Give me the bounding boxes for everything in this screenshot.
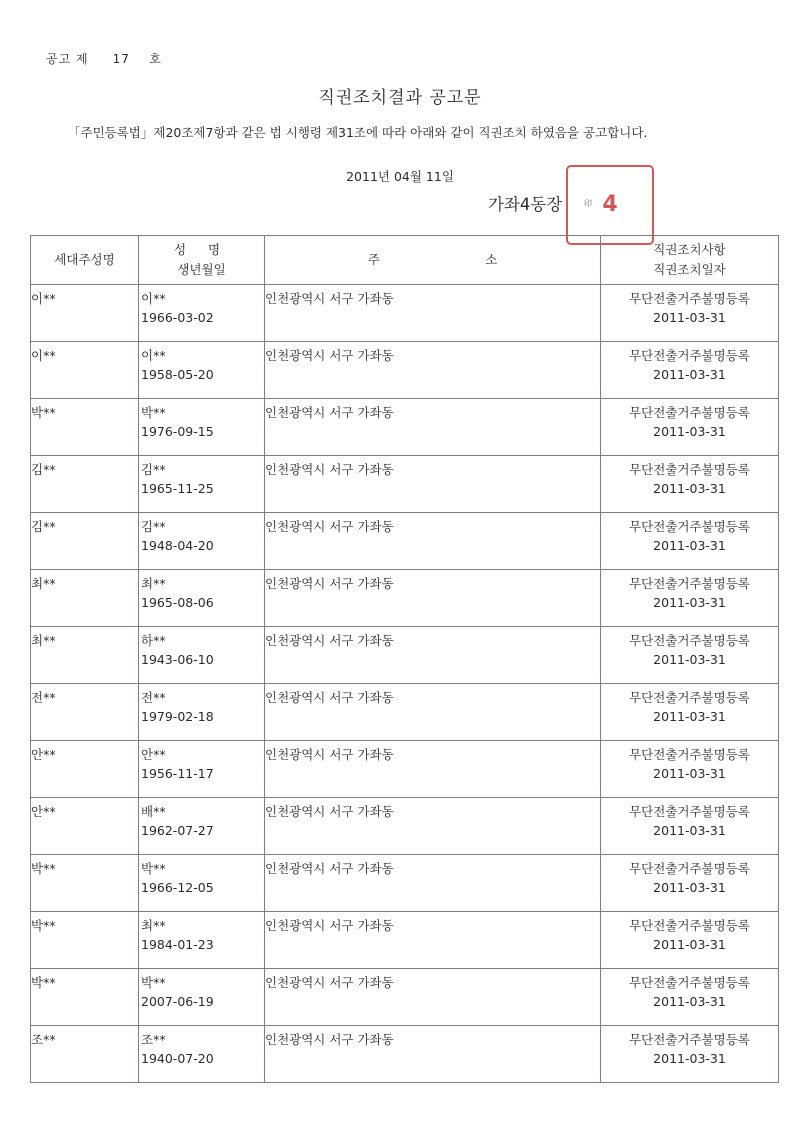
- cell-name-birth: [139, 1026, 265, 1083]
- cell-name: 최**: [141, 576, 166, 591]
- cell-household-head: 이**: [31, 285, 139, 342]
- page-title: 직권조치결과 공고문: [318, 88, 482, 108]
- cell-action: [601, 399, 779, 456]
- cell-action: [601, 798, 779, 855]
- cell-address: 인천광역시 서구 가좌동: [265, 627, 601, 684]
- cell-birth-date: 1948-04-20: [141, 538, 214, 553]
- cell-birth-date: 1965-08-06: [141, 595, 214, 610]
- cell-action-label: 무단전출거주불명등록: [629, 861, 750, 876]
- header-action: [601, 236, 779, 285]
- cell-birth-date: 1979-02-18: [141, 709, 214, 724]
- cell-action-label: 무단전출거주불명등록: [629, 576, 750, 591]
- cell-action-date: 2011-03-31: [653, 652, 726, 667]
- cell-action-date: 2011-03-31: [653, 424, 726, 439]
- table-row: [31, 513, 779, 570]
- table-row: [31, 627, 779, 684]
- cell-name: 김**: [141, 462, 166, 477]
- cell-action-date: 2011-03-31: [653, 994, 726, 1009]
- cell-household-head: 김**: [31, 513, 139, 570]
- header-address: [265, 236, 601, 285]
- cell-address: 인천광역시 서구 가좌동: [265, 912, 601, 969]
- cell-action: [601, 912, 779, 969]
- cell-name-birth: [139, 741, 265, 798]
- issuer-mark: 印: [584, 199, 592, 208]
- cell-name-birth: [139, 798, 265, 855]
- cell-name: 전**: [141, 690, 166, 705]
- cell-name: 최**: [141, 918, 166, 933]
- cell-name-birth: [139, 285, 265, 342]
- cell-name: 이**: [141, 291, 166, 306]
- cell-birth-date: 1966-03-02: [141, 310, 214, 325]
- cell-action-label: 무단전출거주불명등록: [629, 348, 750, 363]
- cell-address: 인천광역시 서구 가좌동: [265, 285, 601, 342]
- cell-household-head: 박**: [31, 912, 139, 969]
- table-row: [31, 855, 779, 912]
- cell-household-head: 안**: [31, 741, 139, 798]
- cell-birth-date: 1984-01-23: [141, 937, 214, 952]
- roster-table: [30, 235, 779, 1083]
- cell-action-label: 무단전출거주불명등록: [629, 690, 750, 705]
- cell-address: 인천광역시 서구 가좌동: [265, 342, 601, 399]
- header-address-2: 소: [485, 252, 498, 267]
- cell-address: 인천광역시 서구 가좌동: [265, 741, 601, 798]
- cell-birth-date: 2007-06-19: [141, 994, 214, 1009]
- cell-birth-date: 1976-09-15: [141, 424, 214, 439]
- cell-name: 이**: [141, 348, 166, 363]
- cell-household-head: 조**: [31, 1026, 139, 1083]
- cell-household-head: 박**: [31, 969, 139, 1026]
- cell-action-label: 무단전출거주불명등록: [629, 1032, 750, 1047]
- cell-household-head: 이**: [31, 342, 139, 399]
- cell-action-date: 2011-03-31: [653, 481, 726, 496]
- cell-action-label: 무단전출거주불명등록: [629, 633, 750, 648]
- cell-address: 인천광역시 서구 가좌동: [265, 969, 601, 1026]
- cell-address: 인천광역시 서구 가좌동: [265, 513, 601, 570]
- cell-action-label: 무단전출거주불명등록: [629, 519, 750, 534]
- cell-action-date: 2011-03-31: [653, 766, 726, 781]
- header-address-1: 주: [367, 252, 380, 267]
- cell-action-label: 무단전출거주불명등록: [629, 291, 750, 306]
- cell-action-date: 2011-03-31: [653, 823, 726, 838]
- cell-birth-date: 1943-06-10: [141, 652, 214, 667]
- cell-household-head: 최**: [31, 627, 139, 684]
- cell-name-birth: [139, 684, 265, 741]
- header-household-head: 세대주성명: [31, 236, 139, 285]
- header-action-date: 직권조치일자: [653, 262, 726, 277]
- table-row: [31, 399, 779, 456]
- notice-body: 「주민등록법」제20조제7항과 같은 법 시행령 제31조에 따라 아래와 같이 직권조치 하였음을 공고합니다.: [68, 125, 648, 140]
- cell-household-head: 박**: [31, 399, 139, 456]
- cell-birth-date: 1966-12-05: [141, 880, 214, 895]
- cell-name: 안**: [141, 747, 166, 762]
- cell-name-birth: [139, 627, 265, 684]
- cell-birth-date: 1958-05-20: [141, 367, 214, 382]
- cell-action: [601, 570, 779, 627]
- cell-birth-date: 1956-11-17: [141, 766, 214, 781]
- table-row: [31, 969, 779, 1026]
- cell-action: [601, 342, 779, 399]
- table-row: [31, 798, 779, 855]
- cell-address: 인천광역시 서구 가좌동: [265, 456, 601, 513]
- cell-name: 배**: [141, 804, 166, 819]
- cell-name: 하**: [141, 633, 166, 648]
- cell-name-birth: [139, 342, 265, 399]
- cell-name-birth: [139, 513, 265, 570]
- cell-action: [601, 684, 779, 741]
- cell-action-date: 2011-03-31: [653, 538, 726, 553]
- notice-date: 2011년 04월 11일: [346, 169, 454, 184]
- table-row: [31, 684, 779, 741]
- cell-action-date: 2011-03-31: [653, 937, 726, 952]
- cell-address: 인천광역시 서구 가좌동: [265, 1026, 601, 1083]
- cell-action: [601, 513, 779, 570]
- cell-name: 조**: [141, 1032, 166, 1047]
- cell-action: [601, 285, 779, 342]
- cell-name-birth: [139, 969, 265, 1026]
- table-header-row: [31, 236, 779, 285]
- cell-name: 박**: [141, 405, 166, 420]
- cell-action: [601, 1026, 779, 1083]
- table-row: [31, 741, 779, 798]
- cell-action-label: 무단전출거주불명등록: [629, 804, 750, 819]
- cell-household-head: 김**: [31, 456, 139, 513]
- cell-action-label: 무단전출거주불명등록: [629, 975, 750, 990]
- cell-name-birth: [139, 399, 265, 456]
- cell-action-label: 무단전출거주불명등록: [629, 405, 750, 420]
- cell-name-birth: [139, 456, 265, 513]
- header-name-birth: [139, 236, 265, 285]
- cell-name: 박**: [141, 861, 166, 876]
- cell-address: 인천광역시 서구 가좌동: [265, 798, 601, 855]
- cell-action-date: 2011-03-31: [653, 1051, 726, 1066]
- cell-birth-date: 1962-07-27: [141, 823, 214, 838]
- table-row: [31, 285, 779, 342]
- header-action-label: 직권조치사항: [653, 242, 726, 257]
- notice-number: 공고 제 17 호: [46, 52, 162, 66]
- header-birth-date: 생년월일: [177, 262, 226, 277]
- cell-address: 인천광역시 서구 가좌동: [265, 855, 601, 912]
- cell-name-birth: [139, 855, 265, 912]
- cell-address: 인천광역시 서구 가좌동: [265, 570, 601, 627]
- table-row: [31, 570, 779, 627]
- cell-household-head: 안**: [31, 798, 139, 855]
- cell-action-date: 2011-03-31: [653, 709, 726, 724]
- cell-name-birth: [139, 570, 265, 627]
- cell-action: [601, 627, 779, 684]
- cell-action: [601, 456, 779, 513]
- cell-action: [601, 741, 779, 798]
- cell-household-head: 전**: [31, 684, 139, 741]
- cell-action-date: 2011-03-31: [653, 595, 726, 610]
- cell-birth-date: 1940-07-20: [141, 1051, 214, 1066]
- cell-action: [601, 855, 779, 912]
- official-seal: [566, 165, 654, 245]
- cell-name-birth: [139, 912, 265, 969]
- cell-action-date: 2011-03-31: [653, 367, 726, 382]
- cell-action-label: 무단전출거주불명등록: [629, 462, 750, 477]
- cell-address: 인천광역시 서구 가좌동: [265, 399, 601, 456]
- table-row: [31, 342, 779, 399]
- header-name: 성 명: [173, 242, 230, 257]
- cell-birth-date: 1965-11-25: [141, 481, 214, 496]
- cell-action: [601, 969, 779, 1026]
- cell-action-label: 무단전출거주불명등록: [629, 747, 750, 762]
- cell-address: 인천광역시 서구 가좌동: [265, 684, 601, 741]
- cell-household-head: 최**: [31, 570, 139, 627]
- cell-action-date: 2011-03-31: [653, 310, 726, 325]
- cell-action-date: 2011-03-31: [653, 880, 726, 895]
- cell-name: 박**: [141, 975, 166, 990]
- cell-name: 김**: [141, 519, 166, 534]
- table-row: [31, 1026, 779, 1083]
- seal-text: 4: [602, 192, 618, 217]
- cell-action-label: 무단전출거주불명등록: [629, 918, 750, 933]
- table-row: [31, 912, 779, 969]
- issuer-name: 가좌4동장: [488, 195, 563, 214]
- table-row: [31, 456, 779, 513]
- cell-household-head: 박**: [31, 855, 139, 912]
